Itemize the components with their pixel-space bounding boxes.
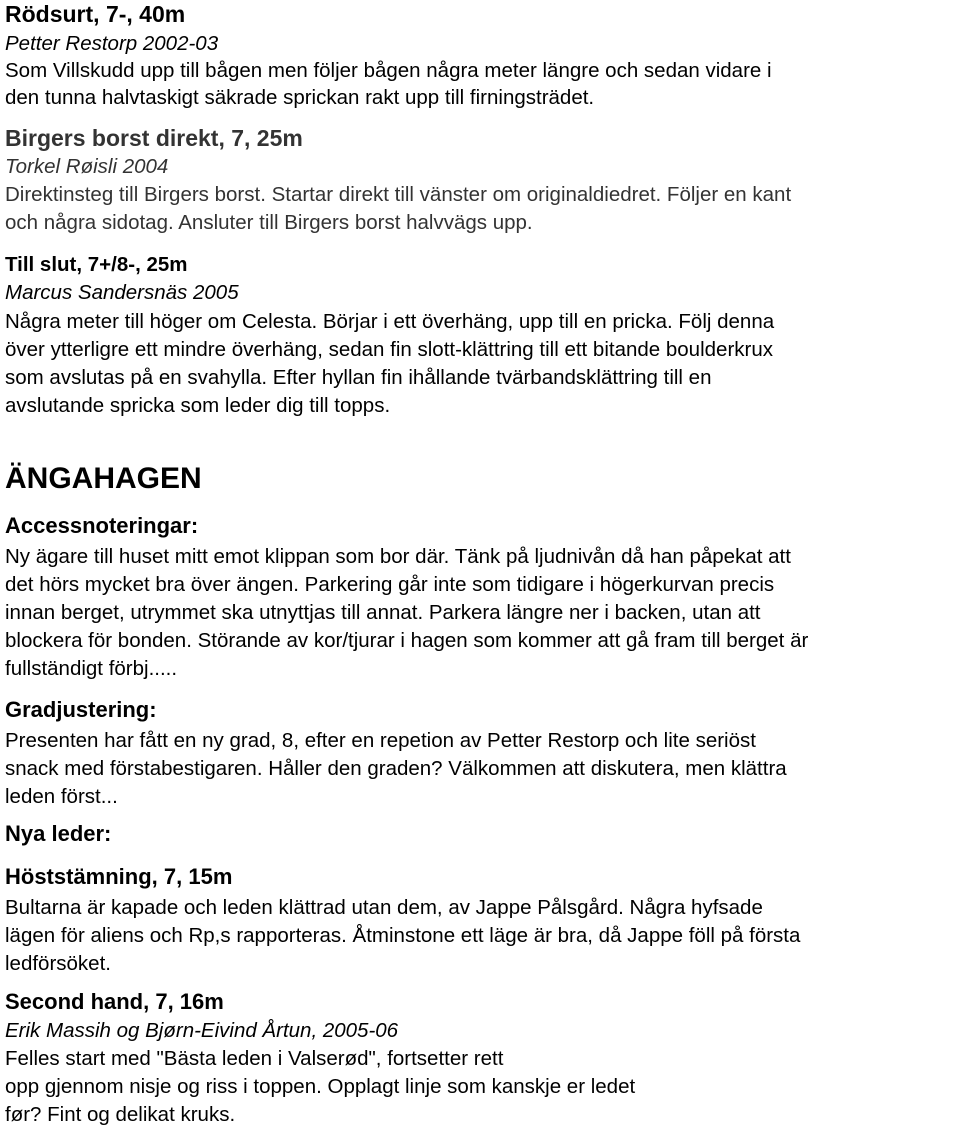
route-author: Erik Massih og Bjørn-Eivind Årtun, 2005-06 [5,1019,399,1042]
route-description-line: opp gjennom nisje og riss i toppen. Opplagt linje som kanskje er ledet [5,1075,636,1098]
route-description-line: ledförsöket. [5,952,111,975]
new-routes-heading: Nya leder: [5,821,112,846]
route-title: Second hand, 7, 16m [5,989,224,1014]
route-description-line: avslutande spricka som leder dig till topps. [5,394,391,417]
route-author: Petter Restorp 2002-03 [5,32,219,55]
route-description-line: lägen för aliens och Rp,s rapporteras. Åtminstone ett läge är bra, då Jappe föll på första [5,924,801,947]
access-line: det hörs mycket bra över ängen. Parkering går inte som tidigare i högerkurvan precis [5,573,775,596]
route-title: Rödsurt, 7-, 40m [5,1,186,27]
route-description-line: Felles start med "Bästa leden i Valserød", fortsetter rett [5,1047,504,1070]
route-title: Birgers borst direkt, 7, 25m [5,125,303,151]
grade-line: Presenten har fått en ny grad, 8, efter en repetion av Petter Restorp och lite seriöst [5,729,756,752]
route-author: Torkel Røisli 2004 [5,155,169,178]
access-line: fullständigt förbj..... [5,657,178,680]
grade-line: leden först... [5,785,118,808]
grade-heading: Gradjustering: [5,697,157,722]
route-description-line: Direktinsteg till Birgers borst. Startar direkt till vänster om originaldiedret. Följer en kant [5,183,792,206]
route-description-line: Bultarna är kapade och leden klättrad utan dem, av Jappe Pålsgård. Några hyfsade [5,896,763,919]
route-description-line: den tunna halvtaskigt säkrade sprickan rakt upp till firningsträdet. [5,86,595,109]
route-description-line: och några sidotag. Ansluter till Birgers borst halvvägs upp. [5,211,533,234]
route-description-line: som avslutas på en svahylla. Efter hyllan fin ihållande tvärbandsklättring till en [5,366,712,389]
route-author: Marcus Sandersnäs 2005 [5,281,239,304]
access-line: Ny ägare till huset mitt emot klippan som bor där. Tänk på ljudnivån då han påpekat att [5,545,791,568]
route-title: Till slut, 7+/8-, 25m [5,253,188,276]
grade-line: snack med förstabestigaren. Håller den graden? Välkommen att diskutera, men klättra [5,757,787,780]
access-heading: Accessnoteringar: [5,513,199,538]
route-title: Höststämning, 7, 15m [5,864,233,889]
route-description-line: før? Fint og delikat kruks. [5,1103,236,1126]
access-line: innan berget, utrymmet ska utnyttjas till annat. Parkera längre ner i backen, utan att [5,601,761,624]
area-title: ÄNGAHAGEN [5,462,202,495]
route-description-line: över ytterligre ett mindre överhäng, sedan fin slott-klättring till ett bitande boulderkrux [5,338,773,361]
route-description-line: Några meter till höger om Celesta. Börjar i ett överhäng, upp till en pricka. Följ denna [5,310,775,333]
route-description-line: Som Villskudd upp till bågen men följer bågen några meter längre och sedan vidare i [5,59,772,82]
access-line: blockera för bonden. Störande av kor/tjurar i hagen som kommer att gå fram till berget är [5,629,809,652]
